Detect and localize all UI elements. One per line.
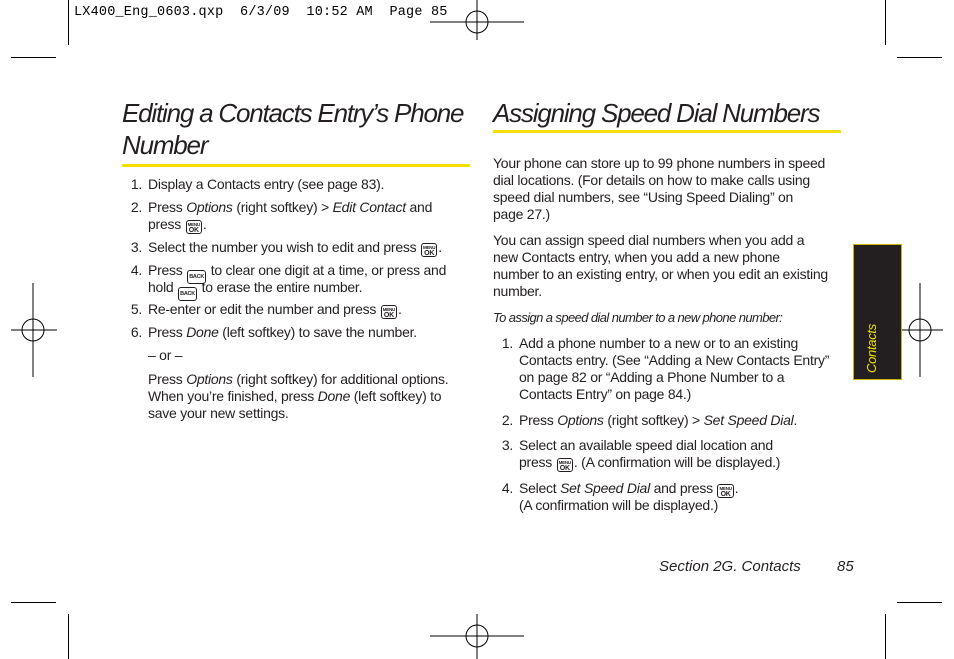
left-step-5 <box>128 301 468 318</box>
step-text: Add a phone number to a new or to an existing <box>519 335 799 351</box>
step-text: press <box>519 454 556 470</box>
step-text: Press <box>148 262 187 278</box>
paragraph-line: You can assign speed dial numbers when you add a <box>493 232 805 248</box>
back-key-icon: BACK <box>187 270 206 284</box>
right-paragraph-1 <box>493 155 843 223</box>
printer-slug: LX400_Eng_0603.qxp 6/3/09 10:52 AM Page 85 <box>74 5 448 20</box>
step-text: Select <box>519 480 561 496</box>
done-softkey-label: Done <box>186 324 219 340</box>
step-text: (right softkey) > <box>232 199 333 215</box>
step-text: save your new settings. <box>148 405 289 421</box>
menu-ok-key-icon: MENU OK <box>558 460 571 472</box>
set-speed-dial-label: Set Speed Dial <box>560 480 650 496</box>
set-speed-dial-label: Set Speed Dial <box>703 412 794 428</box>
step-text: Contacts Entry” on page 84.) <box>519 386 691 402</box>
step-text: Contacts entry. (See “Adding a New Contacts Entry” <box>519 352 830 368</box>
paragraph-line: speed dial numbers, see “Using Speed Dialing” on <box>493 189 794 205</box>
right-step-2 <box>499 412 844 429</box>
registration-mark-left <box>11 283 57 377</box>
right-subhead: To assign a speed dial number to a new phone number: <box>493 310 783 325</box>
step-text: hold <box>148 279 178 295</box>
step-number: 4. <box>501 480 513 496</box>
left-step-6 <box>128 324 468 341</box>
paragraph-line: number to an existing entry, or when you edit an existing <box>493 266 828 282</box>
step-text: Press <box>148 324 187 340</box>
step-text: . <box>734 480 739 496</box>
step-text: Re-enter or edit the number and press <box>148 301 380 317</box>
step-text: (left softkey) to save the number. <box>218 324 417 340</box>
back-key-icon: BACK <box>178 287 197 301</box>
step-text: . <box>202 216 207 232</box>
menu-ok-key-icon: MENU OK <box>187 222 200 234</box>
step-text: . (A confirmation will be displayed.) <box>573 454 781 470</box>
right-step-4 <box>499 480 844 514</box>
left-step-3 <box>128 239 468 256</box>
left-step-4 <box>128 262 468 296</box>
menu-ok-key-icon: MENU OK <box>423 245 436 257</box>
step-text: on page 82 or “Adding a Phone Number to a <box>519 369 785 385</box>
step-number: 3. <box>130 239 142 255</box>
or-separator: – or – <box>148 347 183 363</box>
paragraph-line: number. <box>493 283 542 299</box>
menu-ok-key-icon: MENU OK <box>719 486 732 498</box>
options-softkey-label: Options <box>186 199 233 215</box>
menu-ok-key-icon: MENU OK <box>382 307 395 319</box>
step-text: . <box>793 412 798 428</box>
edit-contact-label: Edit Contact <box>332 199 406 215</box>
registration-mark-bottom <box>430 614 524 659</box>
step-text: Press <box>148 371 187 387</box>
step-text: Press <box>519 412 558 428</box>
step-text: (left softkey) to <box>350 388 442 404</box>
step-text: . <box>438 239 442 255</box>
registration-mark-right <box>897 283 943 377</box>
paragraph-line: new Contacts entry, when you add a new phone <box>493 249 780 265</box>
right-heading-rule <box>493 130 841 133</box>
right-heading: Assigning Speed Dial Numbers <box>493 98 820 128</box>
step-text: to clear one digit at a time, or press and <box>207 262 447 278</box>
left-heading: Editing a Contacts Entry’s Phone Number <box>122 98 464 160</box>
page-number: 85 <box>837 558 854 575</box>
left-step-1 <box>128 176 468 193</box>
right-step-1 <box>499 335 844 403</box>
step-number: 2. <box>501 412 513 428</box>
step-text: press <box>148 216 185 232</box>
step-number: 1. <box>130 176 142 192</box>
step-text: (A confirmation will be displayed.) <box>519 497 719 513</box>
step-text: When you’re finished, press <box>148 388 318 404</box>
section-tab-label: Contacts <box>864 324 879 373</box>
registration-mark-top <box>430 0 524 40</box>
right-step-3 <box>499 437 844 471</box>
done-softkey-label: Done <box>317 388 351 404</box>
step-text: Select the number you wish to edit and press <box>148 239 421 255</box>
step-number: 6. <box>130 324 142 340</box>
step-text: Select an available speed dial location and <box>519 437 773 453</box>
paragraph-line: page 27.) <box>493 206 550 222</box>
step-text: (right softkey) for additional options. <box>232 371 449 387</box>
paragraph-line: dial locations. (For details on how to make calls using <box>493 172 810 188</box>
step-number: 3. <box>501 437 513 453</box>
left-after-or <box>148 371 468 422</box>
step-number: 5. <box>130 301 142 317</box>
left-step-2 <box>128 199 468 233</box>
step-number: 2. <box>130 199 142 215</box>
step-number: 4. <box>130 262 142 278</box>
step-text: and press <box>649 480 717 496</box>
section-tab <box>853 244 902 380</box>
left-heading-rule <box>122 164 470 167</box>
step-number: 1. <box>501 335 513 351</box>
step-text: (right softkey) > <box>603 412 704 428</box>
step-text: . <box>398 301 402 317</box>
footer-section: Section 2G. Contacts <box>659 558 801 575</box>
right-paragraph-2 <box>493 232 843 300</box>
step-text: to erase the entire number. <box>198 279 363 295</box>
options-softkey-label: Options <box>557 412 604 428</box>
step-text: Display a Contacts entry (see page 83). <box>148 176 385 192</box>
step-text: Press <box>148 199 187 215</box>
step-text: and <box>405 199 433 215</box>
options-softkey-label: Options <box>186 371 233 387</box>
paragraph-line: Your phone can store up to 99 phone numbers in speed <box>493 155 826 171</box>
